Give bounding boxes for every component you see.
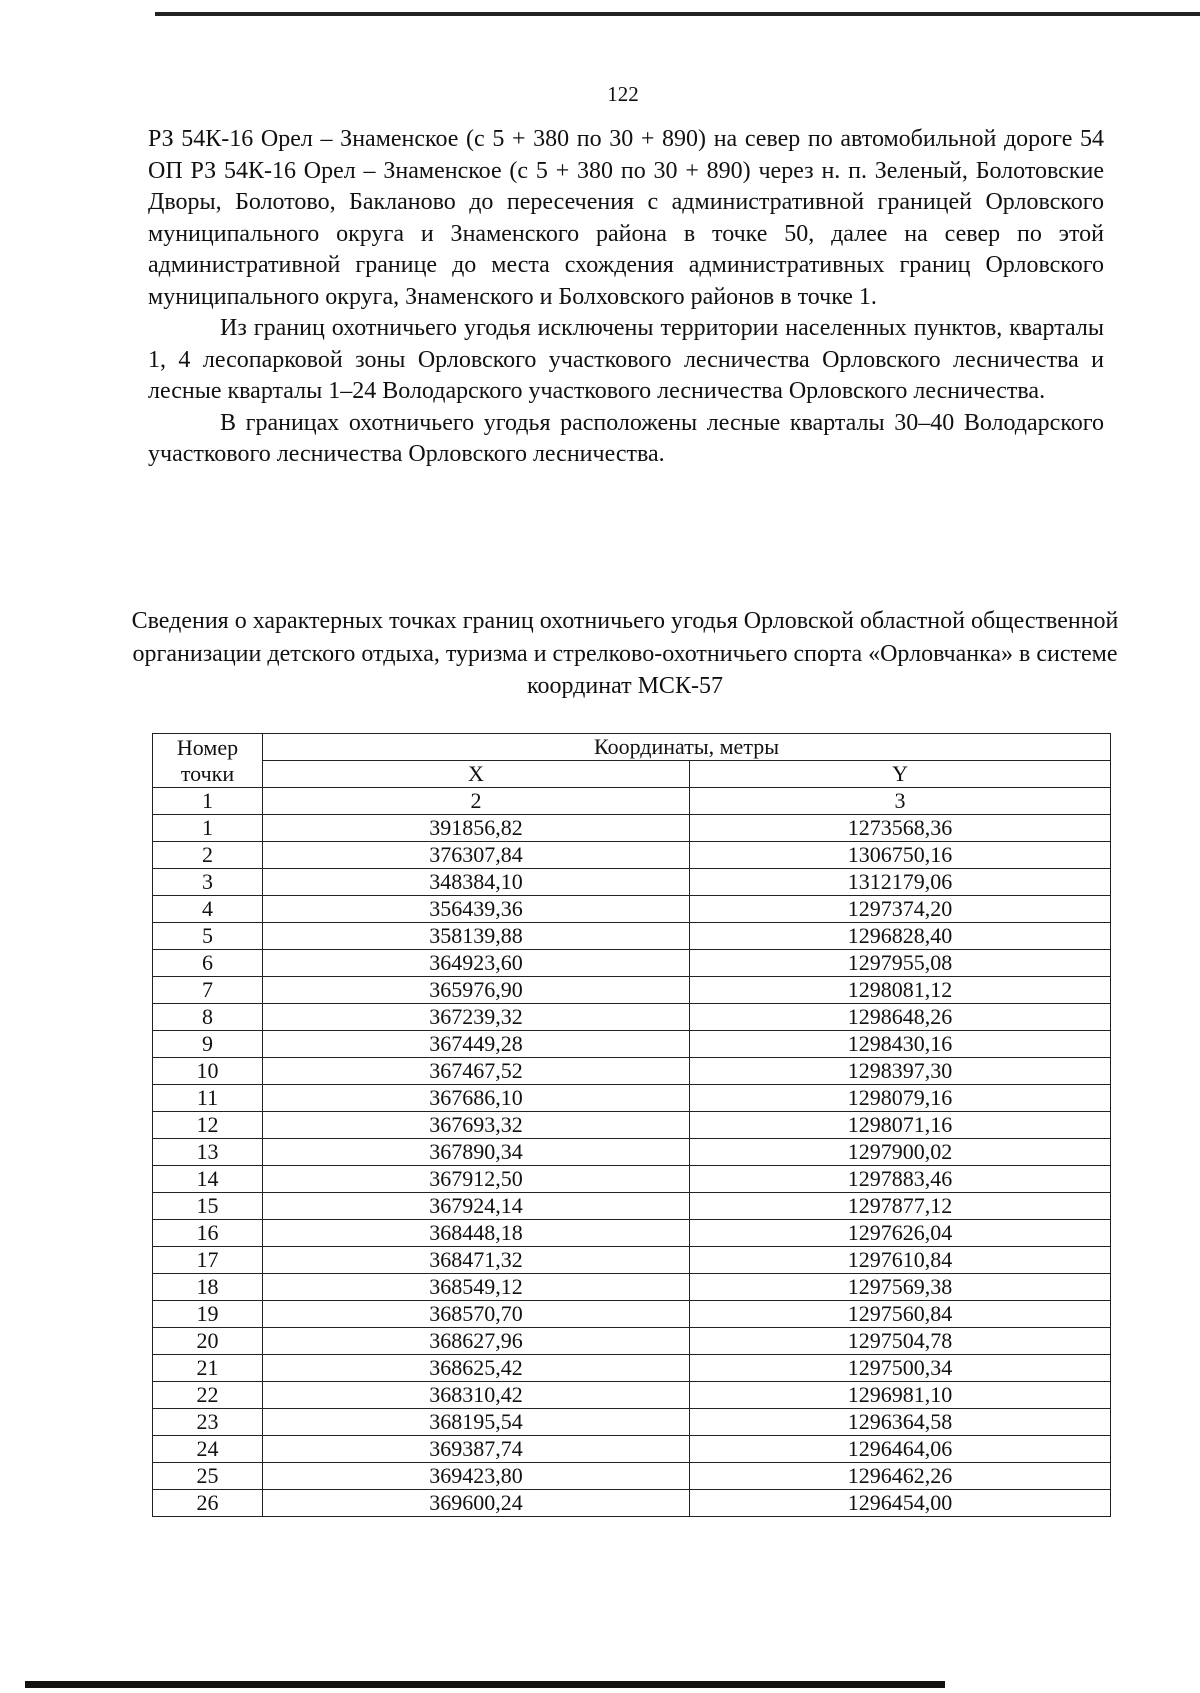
x-coordinate-cell: 367890,34 [263, 1139, 690, 1166]
table-row [153, 869, 1111, 896]
table-body [153, 815, 1111, 1517]
y-coordinate-cell: 1296454,00 [690, 1490, 1111, 1517]
y-coordinate-cell: 1296364,58 [690, 1409, 1111, 1436]
x-coordinate-cell: 369423,80 [263, 1463, 690, 1490]
point-number-cell: 14 [153, 1166, 263, 1193]
x-coordinate-cell: 376307,84 [263, 842, 690, 869]
y-coordinate-cell: 1297374,20 [690, 896, 1111, 923]
table-row [153, 950, 1111, 977]
x-coordinate-cell: 368627,96 [263, 1328, 690, 1355]
point-number-cell: 23 [153, 1409, 263, 1436]
top-rule [155, 12, 1200, 16]
table-row [153, 1382, 1111, 1409]
point-number-cell: 22 [153, 1382, 263, 1409]
table-row [153, 977, 1111, 1004]
table-row [153, 815, 1111, 842]
point-number-cell: 12 [153, 1112, 263, 1139]
table-row [153, 1139, 1111, 1166]
y-coordinate-cell: 1298079,16 [690, 1085, 1111, 1112]
table-row [153, 1409, 1111, 1436]
point-number-cell: 6 [153, 950, 263, 977]
x-coordinate-cell: 367239,32 [263, 1004, 690, 1031]
x-coordinate-cell: 367693,32 [263, 1112, 690, 1139]
point-number-cell: 20 [153, 1328, 263, 1355]
y-coordinate-cell: 1273568,36 [690, 815, 1111, 842]
y-coordinate-cell: 1297500,34 [690, 1355, 1111, 1382]
y-coordinate-cell: 1296464,06 [690, 1436, 1111, 1463]
y-coordinate-cell: 1298081,12 [690, 977, 1111, 1004]
x-coordinate-cell: 369387,74 [263, 1436, 690, 1463]
point-number-cell: 10 [153, 1058, 263, 1085]
point-number-cell: 7 [153, 977, 263, 1004]
y-coordinate-cell: 1297900,02 [690, 1139, 1111, 1166]
y-coordinate-cell: 1298397,30 [690, 1058, 1111, 1085]
point-number-cell: 1 [153, 815, 263, 842]
x-coordinate-cell: 368310,42 [263, 1382, 690, 1409]
y-coordinate-cell: 1296981,10 [690, 1382, 1111, 1409]
point-number-cell: 19 [153, 1301, 263, 1328]
x-coordinate-cell: 368625,42 [263, 1355, 690, 1382]
body-text [148, 124, 1104, 471]
point-number-cell: 21 [153, 1355, 263, 1382]
y-coordinate-cell: 1312179,06 [690, 869, 1111, 896]
column-number: 1 [153, 788, 263, 815]
table-row [153, 1112, 1111, 1139]
point-number-cell: 8 [153, 1004, 263, 1031]
table-row [153, 1301, 1111, 1328]
header-x: X [263, 761, 690, 788]
header-y: Y [690, 761, 1111, 788]
y-coordinate-cell: 1296462,26 [690, 1463, 1111, 1490]
y-coordinate-cell: 1297504,78 [690, 1328, 1111, 1355]
table-row [153, 1463, 1111, 1490]
table-header-row [153, 734, 1111, 761]
page-number: 122 [607, 82, 639, 106]
x-coordinate-cell: 368471,32 [263, 1247, 690, 1274]
y-coordinate-cell: 1297955,08 [690, 950, 1111, 977]
bottom-rule [25, 1681, 945, 1688]
point-number-cell: 15 [153, 1193, 263, 1220]
y-coordinate-cell: 1297610,84 [690, 1247, 1111, 1274]
x-coordinate-cell: 368570,70 [263, 1301, 690, 1328]
table-row [153, 842, 1111, 869]
table-row [153, 1166, 1111, 1193]
y-coordinate-cell: 1297626,04 [690, 1220, 1111, 1247]
paragraph-1: РЗ 54К-16 Орел – Знаменское (с 5 + 380 по 30 + 890) на север по автомобильной дороге 54 ОП РЗ 54К-16 Орел – Знаменское (с 5 + 380 по 30 + 890) через н. п. Зеленый, Болотовские Дворы, Болотово, Бакланово до пересечения с административной границей Орловского муниципального округа и Знаменского района в точке 50, далее на север по этой административной границе до места схождения административных границ Орловского муниципального округа, Знаменского и Болховского районов в точке 1. [148, 126, 1104, 310]
y-coordinate-cell: 1298430,16 [690, 1031, 1111, 1058]
table-row [153, 1247, 1111, 1274]
point-number-cell: 26 [153, 1490, 263, 1517]
table-row [153, 1085, 1111, 1112]
point-number-cell: 18 [153, 1274, 263, 1301]
x-coordinate-cell: 369600,24 [263, 1490, 690, 1517]
table-row [153, 1193, 1111, 1220]
table-row [153, 923, 1111, 950]
x-coordinate-cell: 356439,36 [263, 896, 690, 923]
x-coordinate-cell: 368549,12 [263, 1274, 690, 1301]
table-row [153, 896, 1111, 923]
table-row [153, 1031, 1111, 1058]
x-coordinate-cell: 367912,50 [263, 1166, 690, 1193]
paragraph-2: Из границ охотничьего угодья исключены территории населенных пунктов, кварталы 1, 4 лесопарковой зоны Орловского участкового лесничества Орловского лесничества и лесные кварталы 1–24 Володарского участкового лесничества Орловского лесничества. [148, 315, 1104, 404]
x-coordinate-cell: 358139,88 [263, 923, 690, 950]
y-coordinate-cell: 1297883,46 [690, 1166, 1111, 1193]
table-row [153, 1220, 1111, 1247]
header-coordinates: Координаты, метры [263, 734, 1111, 761]
point-number-cell: 4 [153, 896, 263, 923]
column-number: 2 [263, 788, 690, 815]
y-coordinate-cell: 1297569,38 [690, 1274, 1111, 1301]
x-coordinate-cell: 368195,54 [263, 1409, 690, 1436]
x-coordinate-cell: 364923,60 [263, 950, 690, 977]
point-number-cell: 3 [153, 869, 263, 896]
paragraph-3: В границах охотничьего угодья расположены лесные кварталы 30–40 Володарского участкового лесничества Орловского лесничества. [148, 409, 1104, 467]
table-row [153, 1436, 1111, 1463]
table-row [153, 1355, 1111, 1382]
x-coordinate-cell: 367449,28 [263, 1031, 690, 1058]
table-row [153, 1490, 1111, 1517]
y-coordinate-cell: 1298071,16 [690, 1112, 1111, 1139]
table-row [153, 1004, 1111, 1031]
point-number-cell: 11 [153, 1085, 263, 1112]
x-coordinate-cell: 367924,14 [263, 1193, 690, 1220]
header-point-number: Номер точки [153, 734, 263, 788]
table-subheader-row [153, 761, 1111, 788]
y-coordinate-cell: 1306750,16 [690, 842, 1111, 869]
point-number-cell: 9 [153, 1031, 263, 1058]
column-number: 3 [690, 788, 1111, 815]
x-coordinate-cell: 365976,90 [263, 977, 690, 1004]
x-coordinate-cell: 367686,10 [263, 1085, 690, 1112]
x-coordinate-cell: 367467,52 [263, 1058, 690, 1085]
table-row [153, 1058, 1111, 1085]
coordinates-table [152, 733, 1111, 1517]
point-number-cell: 5 [153, 923, 263, 950]
point-number-cell: 16 [153, 1220, 263, 1247]
point-number-cell: 13 [153, 1139, 263, 1166]
y-coordinate-cell: 1297560,84 [690, 1301, 1111, 1328]
x-coordinate-cell: 368448,18 [263, 1220, 690, 1247]
y-coordinate-cell: 1297877,12 [690, 1193, 1111, 1220]
point-number-cell: 2 [153, 842, 263, 869]
point-number-cell: 25 [153, 1463, 263, 1490]
point-number-cell: 24 [153, 1436, 263, 1463]
y-coordinate-cell: 1298648,26 [690, 1004, 1111, 1031]
table-row [153, 1274, 1111, 1301]
x-coordinate-cell: 348384,10 [263, 869, 690, 896]
y-coordinate-cell: 1296828,40 [690, 923, 1111, 950]
table-caption: Сведения о характерных точках границ охотничьего угодья Орловской областной общественной организации детского отдыха, туризма и стрелково-охотничьего спорта «Орловчанка» в системе координат МСК-57 [131, 608, 1119, 699]
table-row [153, 1328, 1111, 1355]
x-coordinate-cell: 391856,82 [263, 815, 690, 842]
point-number-cell: 17 [153, 1247, 263, 1274]
column-number-row [153, 788, 1111, 815]
